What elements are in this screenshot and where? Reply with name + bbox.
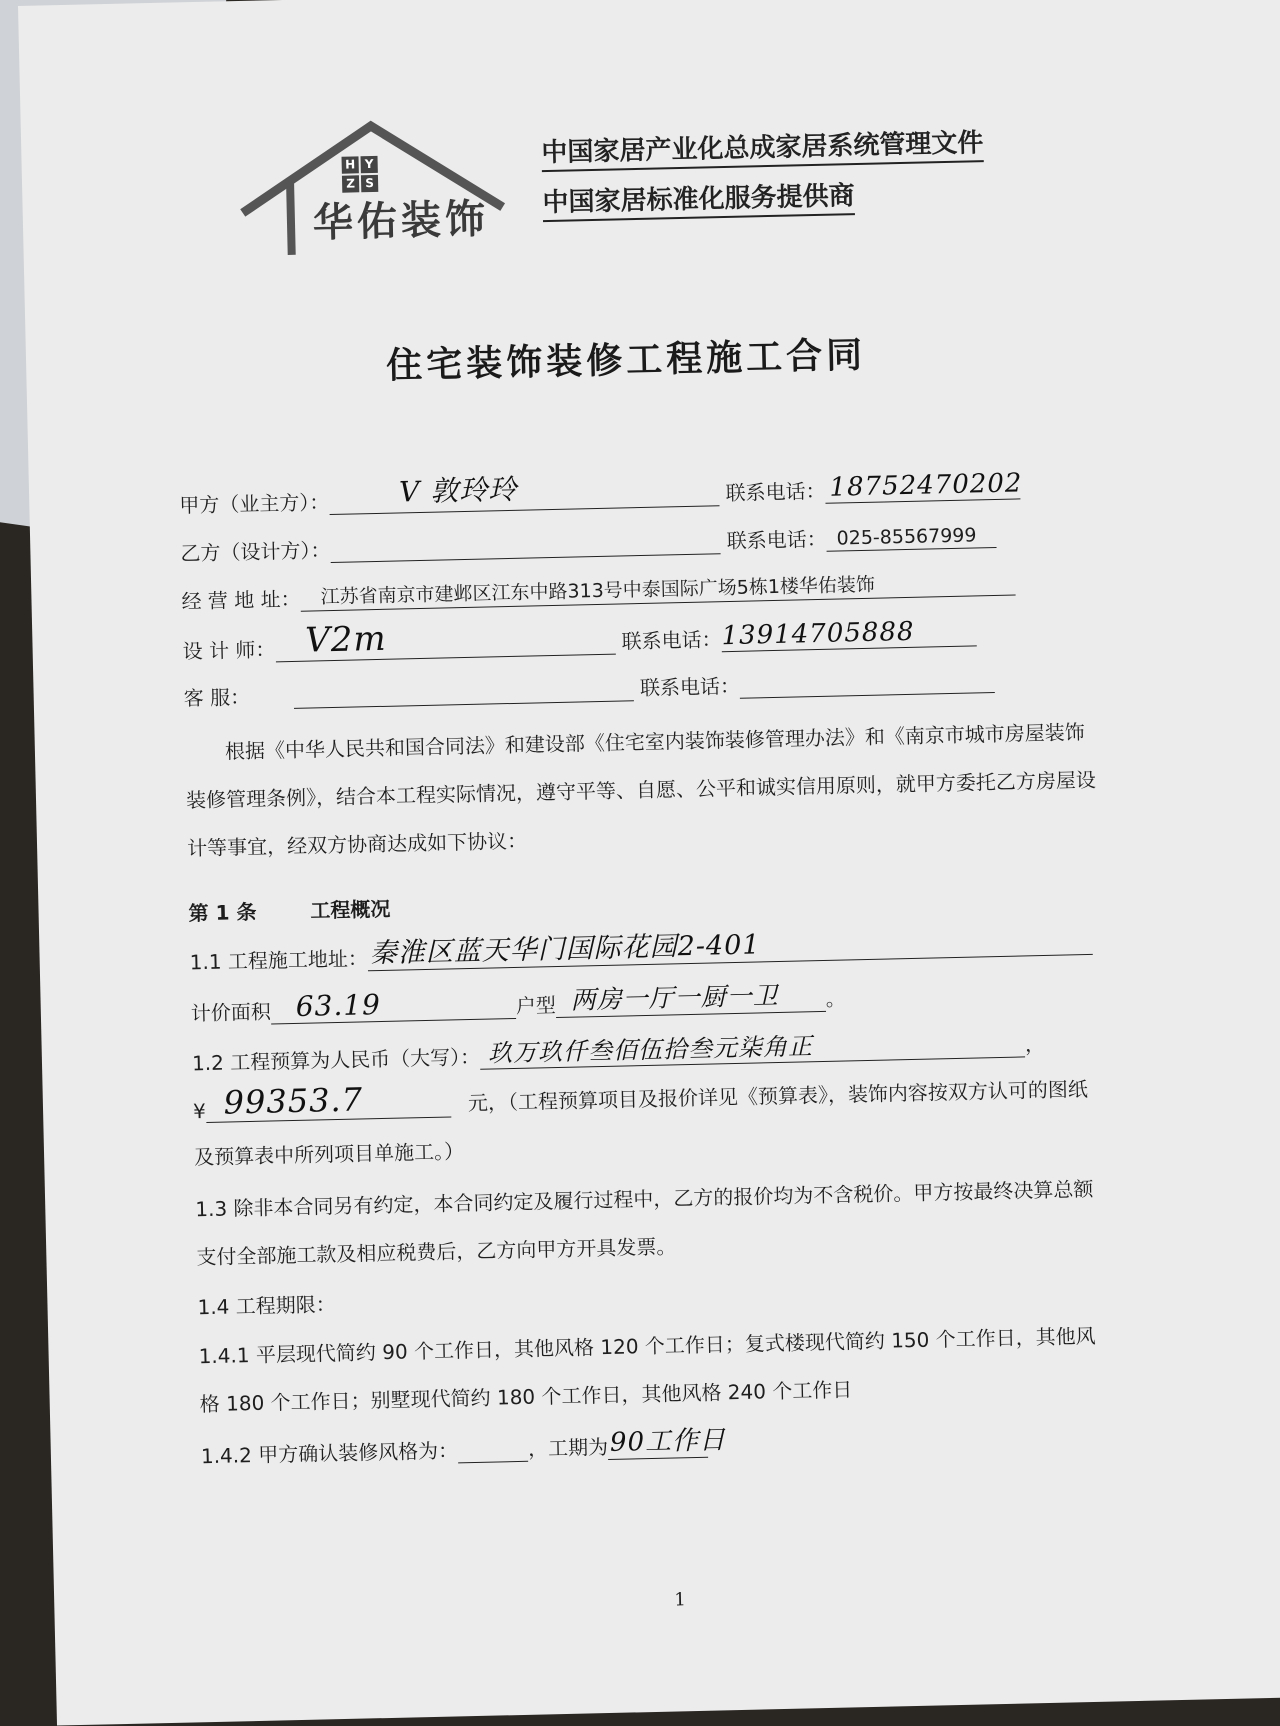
article-1-title: 工程概况: [310, 896, 391, 923]
clause-1-4: 1.4 工程期限：: [197, 1292, 336, 1320]
style-field[interactable]: [458, 1439, 529, 1464]
service-field[interactable]: [293, 678, 633, 709]
duration-handwriting: 90工作日: [609, 1425, 727, 1458]
party-a-label: 甲方（业主方）：: [179, 490, 330, 518]
article-1-number: 第 1 条: [188, 899, 257, 926]
page-title: 住宅装饰装修工程施工合同: [385, 334, 867, 387]
clause-1-4-2-row: [200, 1425, 727, 1470]
contract-page: [18, 0, 1280, 1726]
budget-words-field[interactable]: [480, 1034, 1025, 1069]
designer-phone-handwriting: 13914705888: [721, 616, 915, 652]
clause-1-4-2-label: 1.4.2 甲方确认装修风格为：: [200, 1438, 459, 1469]
service-phone-field[interactable]: [740, 670, 995, 699]
area-label: 计价面积: [190, 999, 272, 1026]
logo-letter-z: Z: [342, 175, 359, 192]
clause-1-2-label: 1.2 工程预算为人民币（大写）：: [191, 1044, 481, 1076]
header-slogans: [541, 122, 985, 232]
clause-1-1-label: 1.1 工程施工地址：: [189, 946, 369, 975]
party-b-label: 乙方（设计方）：: [180, 538, 331, 566]
designer-field[interactable]: [275, 618, 615, 663]
designer-handwriting: V2m: [304, 618, 388, 661]
clause-1-4-2-mid: ，工期为: [527, 1434, 609, 1461]
service-phone-label: 联系电话：: [639, 673, 741, 701]
logo-letter-y: Y: [360, 156, 377, 173]
header-line-2: 中国家居标准化服务提供商: [542, 175, 855, 222]
party-b-phone-label: 联系电话：: [726, 526, 827, 554]
clause-1-2-tail: 元，（工程预算项目及报价详见《预算表》，装饰内容按双方认可的图纸及预算表中所列项目单施工。）: [193, 1077, 1089, 1170]
type-label: 户型: [515, 993, 557, 1018]
clause-1-2-row: 1.2 工程预算为人民币（大写）： 玖万玖仟叁佰伍拾叁元柒角正 ，: [192, 1028, 1046, 1076]
party-a-phone-handwriting: 18752470202: [829, 468, 1023, 503]
type-field[interactable]: [556, 981, 826, 1018]
party-b-phone-value: 025-85567999: [836, 524, 977, 550]
company-logo: [231, 115, 514, 271]
site-address-field[interactable]: [368, 929, 1093, 971]
designer-row: [182, 617, 977, 664]
designer-phone-field[interactable]: [721, 616, 976, 652]
party-a-row: [179, 470, 1021, 518]
clause-1-4-1: 1.4.1 平层现代简约 90 个工作日，其他风格 120 个工作日；复式楼现代简约 150 个工作日，其他风格 180 个工作日；别墅现代简约 180 个工作日，其他风格 240 个工作日: [198, 1323, 1096, 1417]
preamble-paragraph: 根据《中华人民共和国合同法》和建设部《住宅室内装饰装修管理办法》和《南京市城市房屋装饰装修管理条例》，结合本工程实际情况，遵守平等、自愿、公平和诚实信用原则，就甲方委托乙方房屋设计等事宜，经双方协商达成如下协议：: [185, 719, 1097, 861]
address-label: 经 营 地 址：: [181, 586, 301, 614]
party-a-field[interactable]: [329, 472, 719, 515]
logo-text: 华佑装饰: [312, 196, 490, 247]
party-a-phone-field[interactable]: [825, 468, 1023, 503]
yen-label: ¥: [192, 1099, 207, 1124]
area-handwriting: 63.19: [295, 988, 382, 1023]
area-field[interactable]: [271, 988, 516, 1025]
party-b-row: [180, 519, 997, 567]
clause-1-1-row: [189, 926, 1093, 975]
budget-words-handwriting: 玖万玖仟叁佰伍拾叁元柒角正: [487, 1032, 814, 1068]
address-field[interactable]: [300, 573, 1015, 612]
page-number: 1: [674, 1589, 687, 1611]
party-b-phone-field[interactable]: [826, 525, 996, 552]
designer-label: 设 计 师：: [182, 637, 276, 664]
area-row: 计价面积 63.19 户型 两房一厅一厨一卫 。: [191, 982, 846, 1026]
designer-phone-label: 联系电话：: [621, 627, 722, 654]
logo-letter-s: S: [361, 175, 378, 192]
header-line-1: 中国家居产业化总成家居系统管理文件: [541, 122, 984, 172]
article-1-heading: [188, 893, 390, 927]
type-handwriting: 两房一厅一厨一卫: [570, 981, 779, 1015]
party-b-field[interactable]: [330, 531, 720, 563]
clause-1-3: 1.3 除非本合同另有约定，本合同约定及履行过程中，乙方的报价均为不含税价。甲方按最终决算总额支付全部施工款及相应税费后，乙方向甲方开具发票。: [195, 1176, 1094, 1270]
duration-field[interactable]: [608, 1425, 727, 1460]
address-row: [181, 567, 1016, 615]
site-address-handwriting: 秦淮区蓝天华门国际花园2-401: [369, 929, 761, 970]
logo-letter-h: H: [342, 156, 359, 173]
party-a-handwriting: V 敦玲玲: [398, 472, 518, 509]
service-label: 客 服：: [183, 684, 251, 711]
address-value: 江苏省南京市建邺区江东中路313号中泰国际广场5栋1楼华佑装饰: [320, 573, 876, 609]
budget-number-handwriting: 99353.7: [223, 1080, 364, 1122]
service-row: [183, 664, 995, 711]
party-a-phone-label: 联系电话：: [725, 478, 826, 506]
